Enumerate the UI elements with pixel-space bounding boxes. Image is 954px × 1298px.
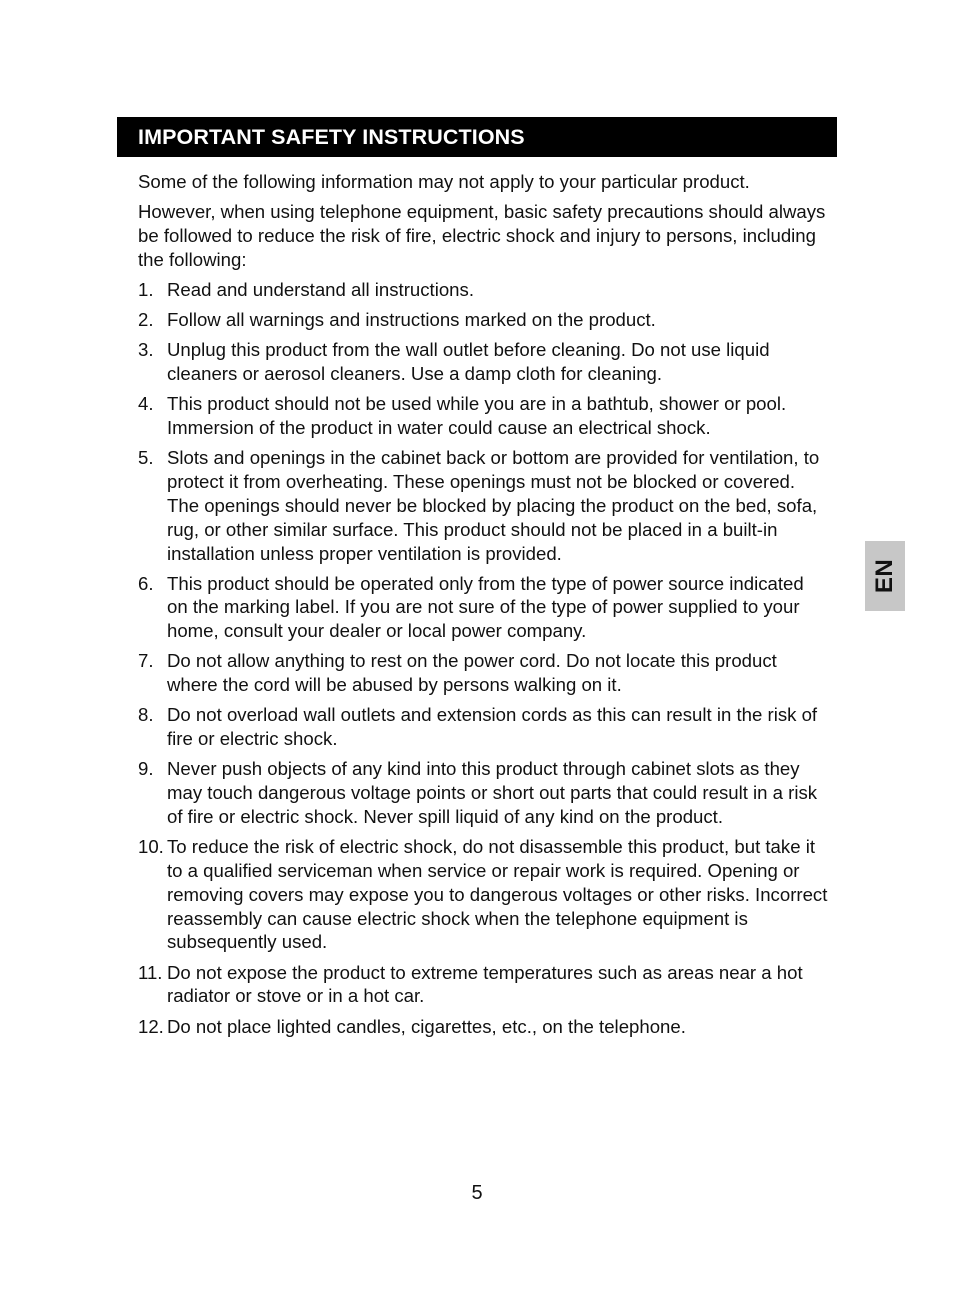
list-item-number: 3. xyxy=(138,339,154,361)
list-item-number: 1. xyxy=(138,278,154,300)
list-item-text: Never push objects of any kind into this product through cabinet slots as they may touch dangerous voltage points or short out parts that could result in a risk of fire or electric shock. Never spill liquid of any kind on the product. xyxy=(167,758,818,828)
list-item-number: 8. xyxy=(138,704,154,726)
section-title: IMPORTANT SAFETY INSTRUCTIONS xyxy=(138,125,525,149)
list-item xyxy=(138,961,828,1009)
list-item-text: Do not overload wall outlets and extension cords as this can result in the risk of fire or electric shock. xyxy=(167,704,818,750)
list-item-number: 5. xyxy=(138,447,154,469)
list-item-text: To reduce the risk of electric shock, do not disassemble this product, but take it to a qualified serviceman when service or repair work is required. Opening or removing covers may expose you to dangerous voltages or other risks. Incorrect reassembly can cause electric shock when the telephone equipment is subsequently used. xyxy=(167,836,828,953)
list-item-number: 9. xyxy=(138,758,154,780)
list-item-text: Read and understand all instructions. xyxy=(167,278,474,300)
list-item xyxy=(138,278,828,302)
list-item xyxy=(138,757,828,828)
list-item-text: This product should not be used while you are in a bathtub, shower or pool. Immersion of the product in water could cause an electrical shock. xyxy=(167,393,787,439)
intro-paragraph: However, when using telephone equipment, basic safety precautions should always be followed to reduce the risk of fire, electric shock and injury to persons, including the following: xyxy=(138,201,826,270)
list-item xyxy=(138,703,828,751)
list-item xyxy=(138,572,828,643)
list-item-number: 4. xyxy=(138,393,154,415)
list-item-number: 6. xyxy=(138,572,154,594)
list-item-text: Do not allow anything to rest on the power cord. Do not locate this product where the cord will be abused by persons walking on it. xyxy=(167,650,777,696)
list-item-number: 7. xyxy=(138,650,154,672)
list-item-number: 10. xyxy=(138,836,164,858)
list-item xyxy=(138,649,828,697)
language-tab xyxy=(865,541,905,611)
list-item-text: Do not expose the product to extreme temperatures such as areas near a hot radiator or stove or in a hot car. xyxy=(167,961,803,1007)
list-item xyxy=(138,392,828,440)
safety-instructions-list xyxy=(138,278,828,1038)
language-tab-label: EN xyxy=(871,558,898,594)
list-item xyxy=(138,446,828,565)
list-item-text: Do not place lighted candles, cigarettes, etc., on the telephone. xyxy=(167,1015,686,1037)
list-item-text: Follow all warnings and instructions marked on the product. xyxy=(167,309,656,331)
section-header-bar xyxy=(117,117,837,157)
intro-paragraph: Some of the following information may not apply to your particular product. xyxy=(138,171,750,192)
list-item xyxy=(138,338,828,386)
document-body xyxy=(138,170,828,1045)
list-item-number: 12. xyxy=(138,1015,164,1037)
list-item xyxy=(138,308,828,332)
list-item xyxy=(138,835,828,954)
list-item-text: This product should be operated only from the type of power source indicated on the marking label. If you are not sure of the type of power supplied to your home, consult your dealer or local power company. xyxy=(167,572,804,642)
list-item-number: 2. xyxy=(138,309,154,331)
list-item-number: 11. xyxy=(138,961,163,983)
list-item-text: Slots and openings in the cabinet back or bottom are provided for ventilation, to protect it from overheating. These openings must not be blocked or covered. The openings should never be blocked by placing the product on the bed, sofa, rug, or other similar surface. This product should not be placed in a built-in installation unless proper ventilation is provided. xyxy=(167,447,820,564)
page-number: 5 xyxy=(471,1182,483,1204)
list-item-text: Unplug this product from the wall outlet before cleaning. Do not use liquid cleaners or aerosol cleaners. Use a damp cloth for cleaning. xyxy=(167,339,770,385)
list-item xyxy=(138,1015,828,1039)
